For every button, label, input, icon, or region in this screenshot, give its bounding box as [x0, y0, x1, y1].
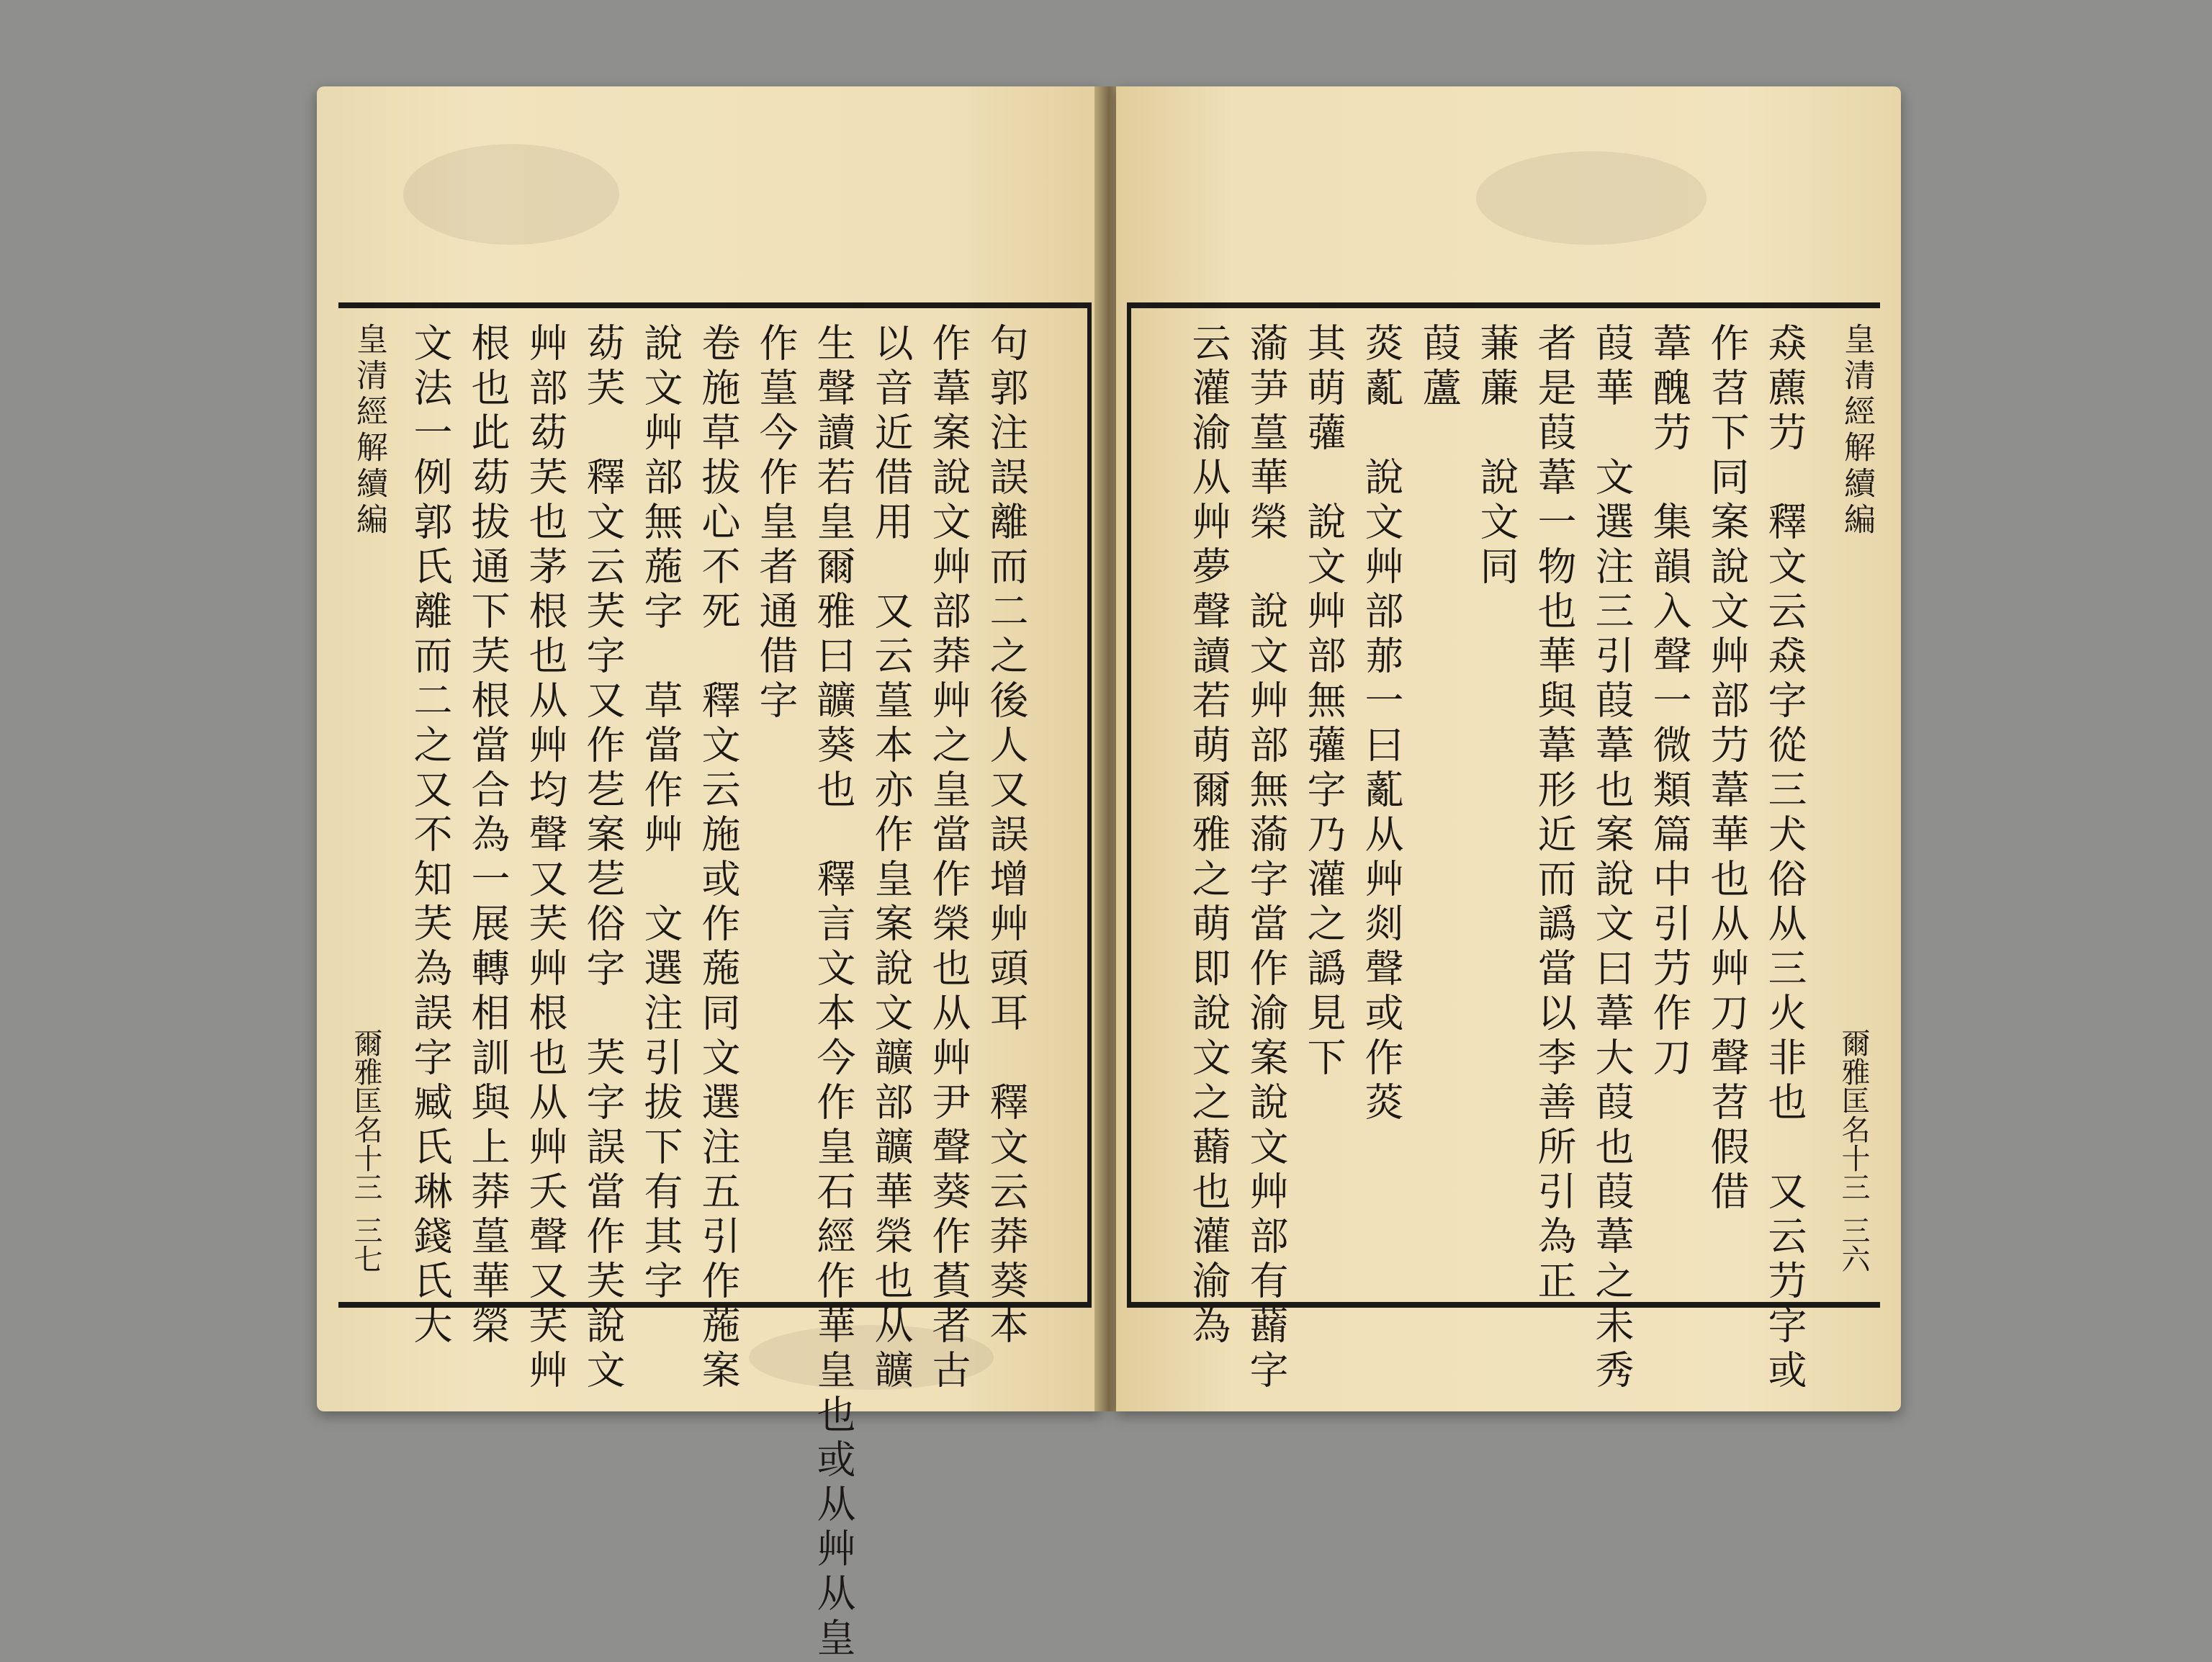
text-column: 說文艸部無葹字 草當作艸 文選注引拔下有其字	[638, 323, 683, 1305]
text-column: 葭蘆	[1416, 323, 1462, 412]
margin-title: 皇清經解續編	[351, 323, 387, 539]
text-column: 作苕下同案說文艸部芀葦華也从艸刀聲苕假借	[1704, 323, 1750, 1216]
text-column: 卷施草拔心不死 釋文云施或作葹同文選注五引作葹案	[696, 323, 741, 1394]
text-column: 猋藨芀 釋文云猋字從三犬俗从三火非也 又云芀字或	[1762, 323, 1807, 1394]
text-column: 根也此苭拔通下芺根當合為一展轉相訓與上莽葟華榮	[465, 323, 511, 1349]
page-number: 三七	[349, 1216, 382, 1273]
right-page	[1116, 86, 1901, 1411]
text-column: 其萌虇 說文艸部無虇字乃灌之譌見下	[1301, 323, 1346, 1082]
text-column: 葭華 文選注三引葭葦也案說文曰葦大葭也葭葦之未秀	[1589, 323, 1635, 1394]
margin-title: 皇清經解續編	[1838, 323, 1875, 539]
page-number: 三六	[1837, 1216, 1870, 1273]
text-column: 文法一例郭氏離而二之又不知芺為誤字臧氏琳錢氏大	[408, 323, 453, 1349]
margin-section: 爾雅匡名十三	[349, 1028, 382, 1201]
text-column: 作葦案說文艸部莽艸之皇當作榮也从艸尹聲葵作萯者古	[926, 323, 971, 1394]
text-column: 蒹薕 說文同	[1474, 323, 1519, 590]
text-column: 者是葭葦一物也華與葦形近而譌當以李善所引為正	[1532, 323, 1577, 1305]
text-column: 生聲讀若皇爾雅曰𩑈葵也 釋言文本今作皇石經作華皇也或从艸从皇	[811, 323, 856, 1662]
text-column: 苭芺 釋文云芺字又作䒗案䒗俗字 芺字誤當作芺說文	[580, 323, 626, 1394]
text-column: 蕍芛葟華榮 說文艸部無蕍字當作渝案說文艸部有蘛字	[1244, 323, 1289, 1394]
text-column: 作葟今作皇者通借字	[753, 323, 799, 724]
left-page-text-frame	[338, 302, 1092, 1662]
text-column: 菼薍 說文艸部𦰡一曰薍从艸剡聲或作菼	[1359, 323, 1404, 1126]
open-book	[317, 86, 1901, 1662]
text-column: 云灌渝从艸夢聲讀若萌爾雅之萌即說文之蘛也灌渝為	[1186, 323, 1231, 1349]
text-column: 句郭注誤離而二之後人又誤增艸頭耳 釋文云莽葵本	[984, 323, 1029, 1349]
margin-section: 爾雅匡名十三	[1837, 1028, 1870, 1201]
left-page	[317, 86, 1102, 1662]
text-column: 葦醜芀 集韻入聲一微類篇中引芀作刀	[1647, 323, 1692, 1082]
text-column: 以音近借用 又云葟本亦作皇案說文𩑈部𩑈華榮也从𩑈	[868, 323, 914, 1394]
text-column: 艸部苭芺也茅根也从艸均聲又芺艸根也从艸夭聲又芺艸	[523, 323, 568, 1394]
right-page-text-frame	[1127, 302, 1880, 1394]
